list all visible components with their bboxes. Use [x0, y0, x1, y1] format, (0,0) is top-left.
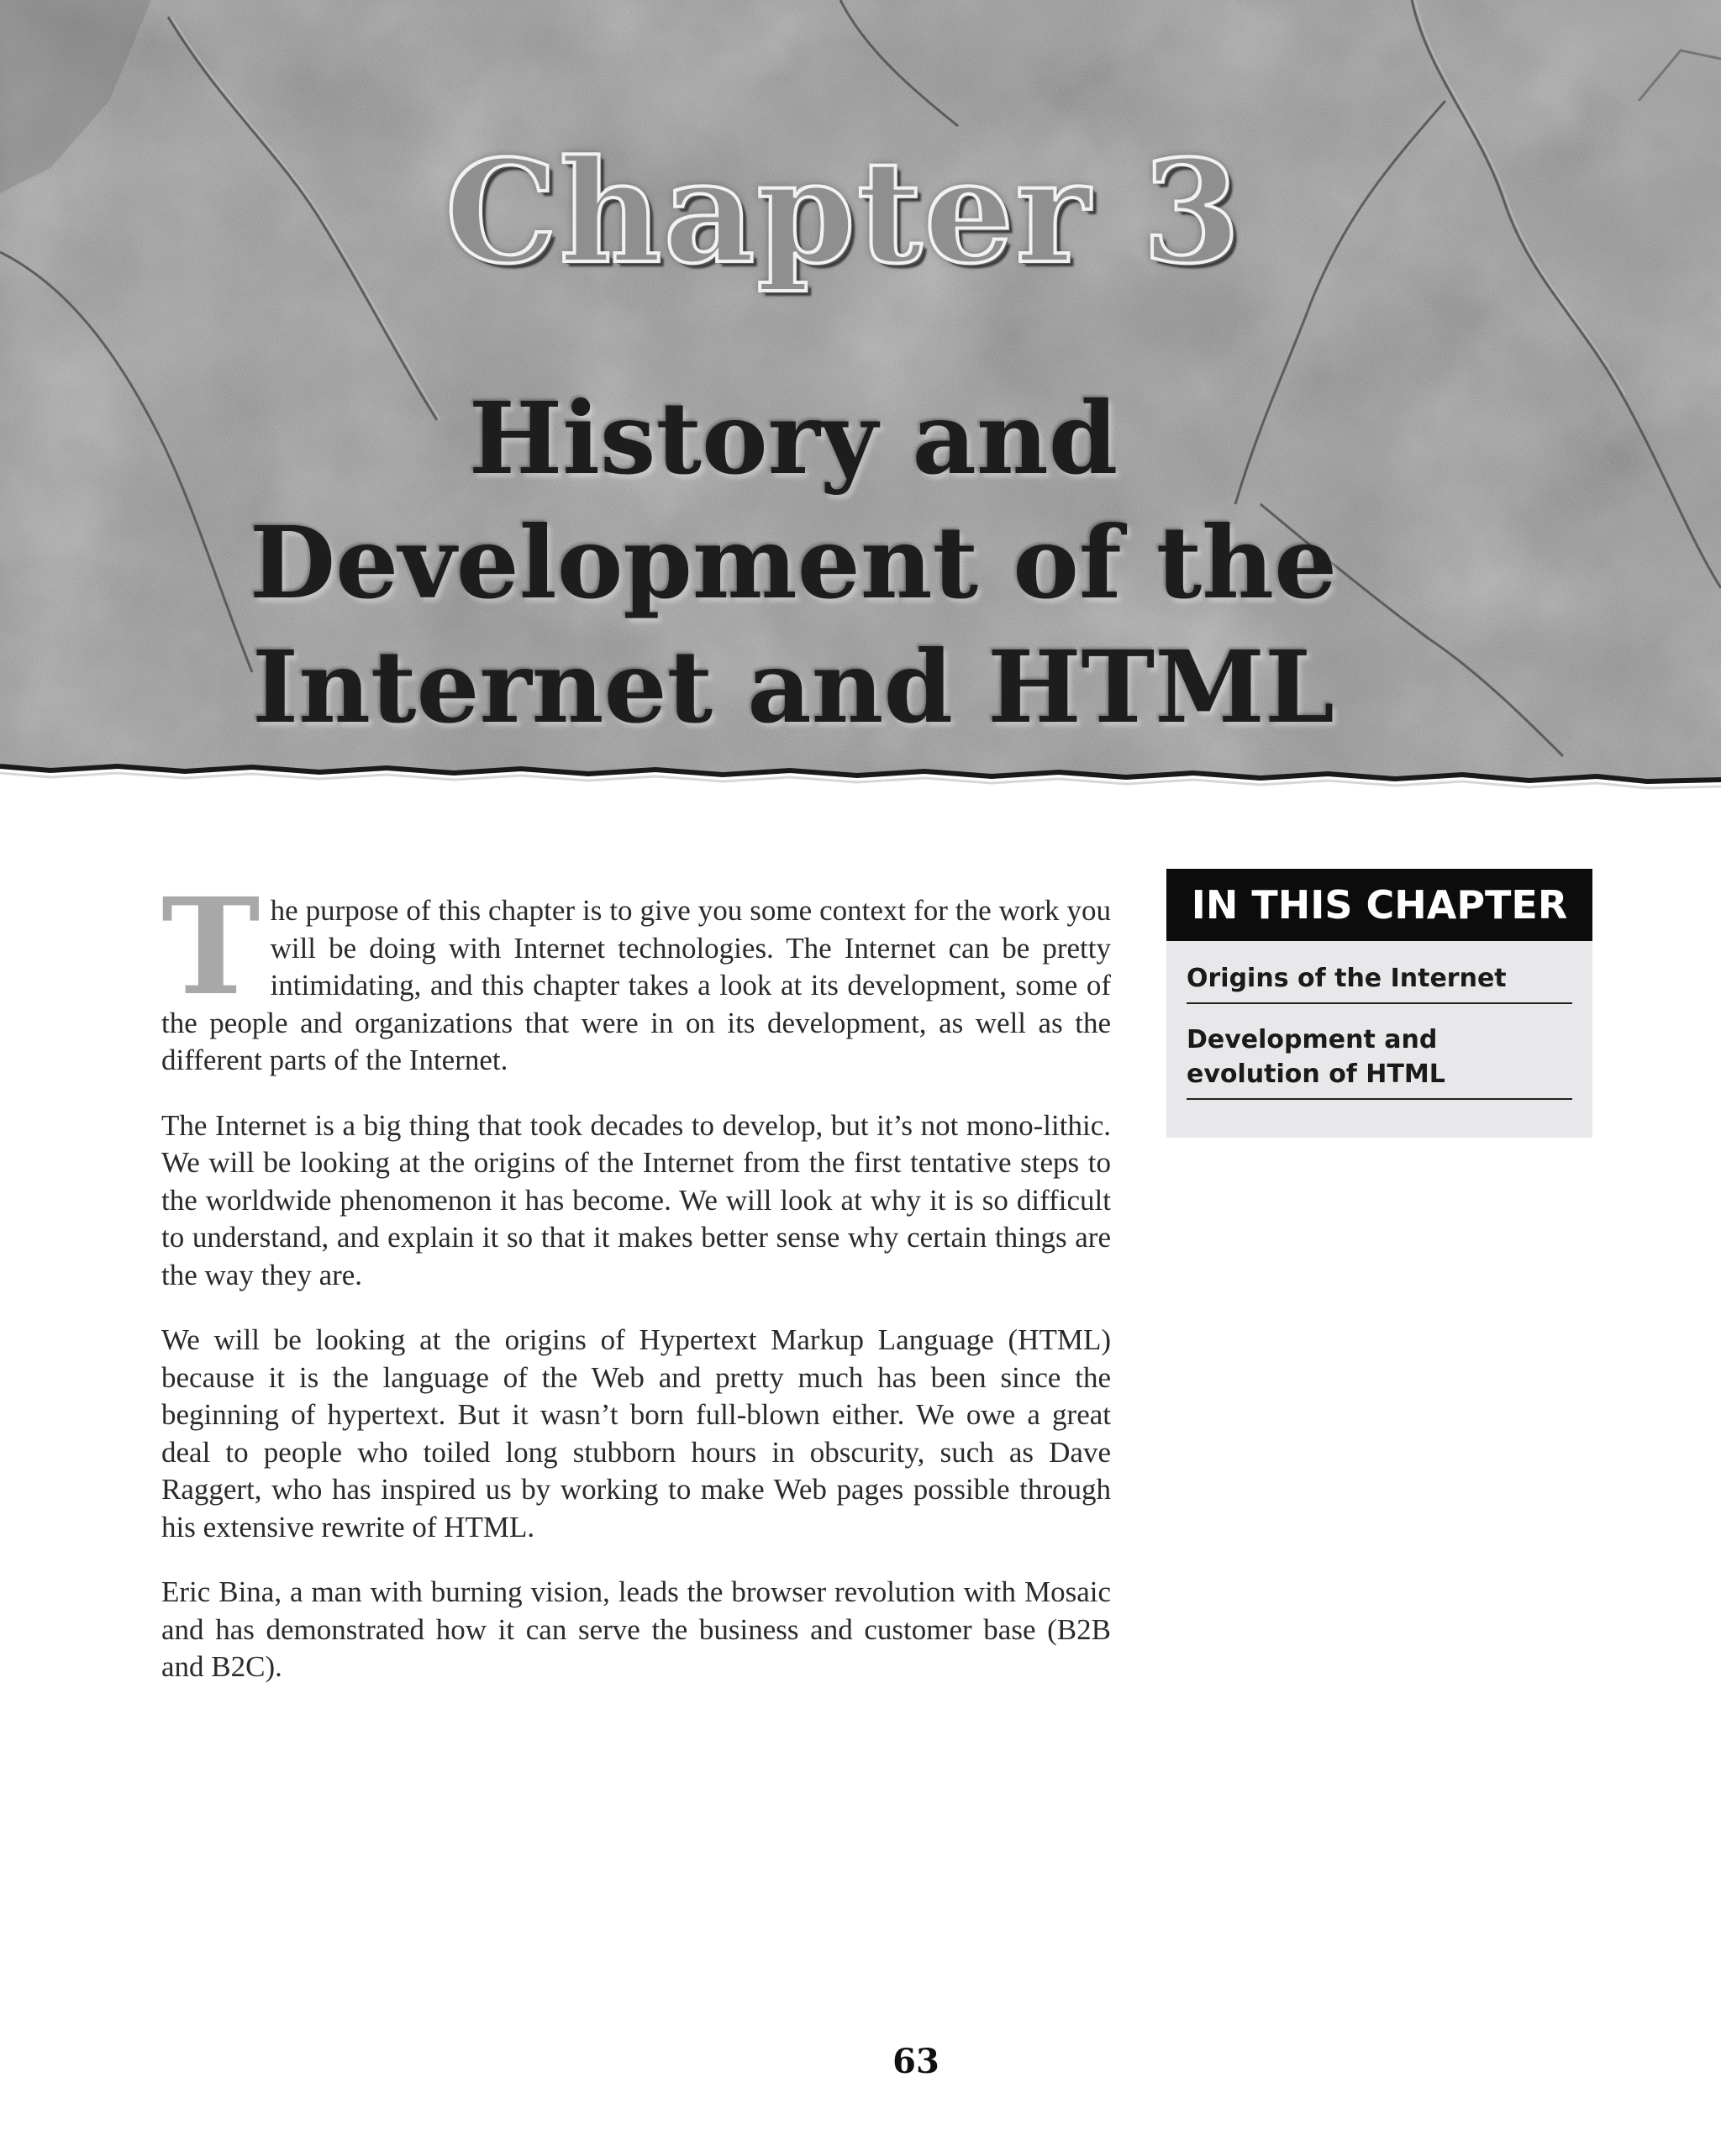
chapter-title-line-1: History and — [468, 380, 1118, 497]
in-this-chapter-sidebar — [1166, 869, 1592, 1138]
chapter-title — [0, 376, 1654, 749]
sidebar-heading: IN THIS CHAPTER — [1166, 869, 1592, 941]
chapter-title-line-2: Development of the — [249, 504, 1338, 621]
paragraph-3: We will be looking at the origins of Hypertext Markup Language (HTML) because it is the language of the Web and pretty much has been since the beginning of hypertext. But it wasn’t born full-blown either. We owe a great deal to people who toiled long stubborn hours in obscurity, such as Dave Raggert, who has inspired us by working to make Web pages possible through his extensive rewrite of HTML. — [161, 1323, 1111, 1543]
chapter-title-line-3: Internet and HTML — [252, 628, 1334, 745]
body-text — [161, 870, 1111, 1714]
chapter-header — [0, 0, 1721, 794]
sidebar-topic-origins: Origins of the Internet — [1187, 958, 1572, 1004]
paragraph-4: Eric Bina, a man with burning vision, leads the browser revolution with Mosaic and has demonstrated how it can serve the business and customer base (B2B and B2C). — [161, 1575, 1111, 1683]
intro-paragraph-text: he purpose of this chapter is to give you some context for the work you will be doing with Internet technologies. The Internet can be pretty intimidating, and this chapter takes a look at its development, some of the people and organizations that were in on its development, as well as the different parts of the Internet. — [161, 894, 1111, 1076]
sidebar-topic-list — [1166, 941, 1592, 1100]
page-number: 63 — [892, 2042, 939, 2081]
intro-paragraph — [161, 870, 1111, 1080]
sidebar-topic-html: Development and evolution of HTML — [1187, 1019, 1572, 1100]
paragraph-2: The Internet is a big thing that took decades to develop, but it’s not mono-lithic. We will be looking at the origins of the Internet from the first tentative steps to the worldwide phenomenon it has become. We will look at why it is so difficult to understand, and explain it so that it makes better sense why certain things are the way they are. — [161, 1108, 1111, 1291]
chapter-number-label: Chapter 3 — [445, 129, 1243, 295]
drop-cap: T — [161, 870, 261, 1025]
